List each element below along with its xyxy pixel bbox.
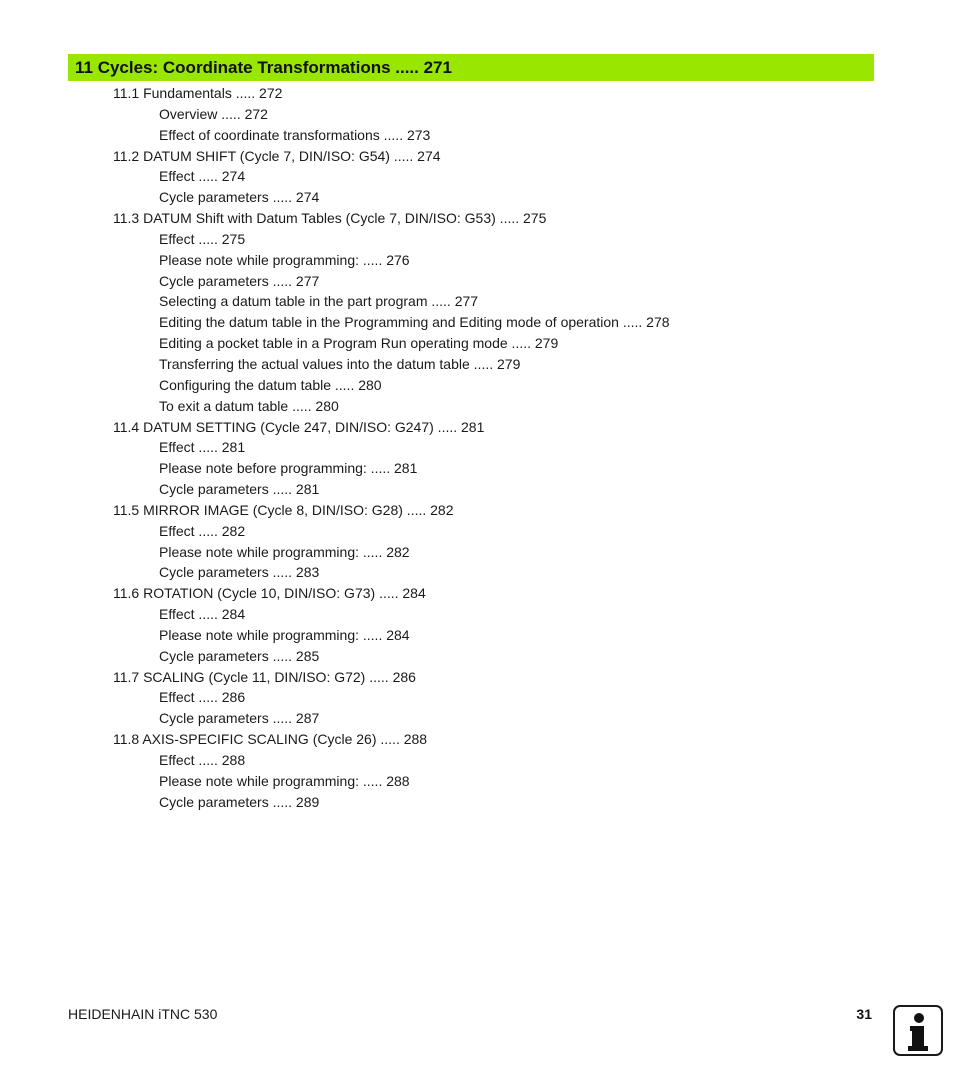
toc-section-entry[interactable]: 11.8 AXIS-SPECIFIC SCALING (Cycle 26) ..... 288 <box>113 731 428 748</box>
table-of-contents <box>0 83 954 813</box>
toc-subsection-entry[interactable]: Cycle parameters ..... 274 <box>159 189 320 206</box>
toc-subsection-entry[interactable]: Please note before programming: ..... 281 <box>159 460 418 477</box>
toc-subsection-entry[interactable]: Please note while programming: ..... 282 <box>159 543 410 560</box>
toc-subsection-entry[interactable]: Cycle parameters ..... 287 <box>159 710 320 727</box>
toc-subsection-entry[interactable]: Cycle parameters ..... 283 <box>159 564 320 581</box>
toc-section-entry[interactable]: 11.3 DATUM Shift with Datum Tables (Cycle 7, DIN/ISO: G53) ..... 275 <box>113 210 547 227</box>
chapter-heading-bar <box>68 54 874 81</box>
toc-section-entry[interactable]: 11.6 ROTATION (Cycle 10, DIN/ISO: G73) ..... 284 <box>113 585 426 602</box>
toc-subsection-entry[interactable]: Effect ..... 286 <box>159 689 246 706</box>
toc-subsection-entry[interactable]: Effect ..... 274 <box>159 168 246 185</box>
info-icon <box>893 1005 943 1056</box>
toc-subsection-entry[interactable]: Effect of coordinate transformations ..... 273 <box>159 126 431 143</box>
toc-subsection-entry[interactable]: Please note while programming: ..... 288 <box>159 772 410 789</box>
toc-section-entry[interactable]: 11.4 DATUM SETTING (Cycle 247, DIN/ISO: G247) ..... 281 <box>113 418 485 435</box>
toc-section-entry[interactable]: 11.5 MIRROR IMAGE (Cycle 8, DIN/ISO: G28) ..... 282 <box>113 501 454 518</box>
toc-subsection-entry[interactable]: Cycle parameters ..... 277 <box>159 272 320 289</box>
toc-subsection-entry[interactable]: Please note while programming: ..... 284 <box>159 626 410 643</box>
toc-subsection-entry[interactable]: Effect ..... 282 <box>159 522 246 539</box>
toc-section-entry[interactable]: 11.7 SCALING (Cycle 11, DIN/ISO: G72) ..... 286 <box>113 668 416 685</box>
toc-subsection-entry[interactable]: To exit a datum table ..... 280 <box>159 397 339 414</box>
toc-subsection-entry[interactable]: Selecting a datum table in the part program ..... 277 <box>159 293 479 310</box>
toc-subsection-entry[interactable]: Overview ..... 272 <box>159 105 268 122</box>
toc-subsection-entry[interactable]: Please note while programming: ..... 276 <box>159 251 410 268</box>
toc-subsection-entry[interactable]: Configuring the datum table ..... 280 <box>159 376 382 393</box>
toc-subsection-entry[interactable]: Editing the datum table in the Programming and Editing mode of operation ..... 278 <box>159 314 670 331</box>
toc-subsection-entry[interactable]: Transferring the actual values into the datum table ..... 279 <box>159 355 521 372</box>
footer-page-number: 31 <box>856 1006 872 1022</box>
chapter-title[interactable]: 11 Cycles: Coordinate Transformations ..... 271 <box>75 57 452 77</box>
toc-subsection-entry[interactable]: Effect ..... 281 <box>159 439 246 456</box>
toc-subsection-entry[interactable]: Effect ..... 284 <box>159 606 246 623</box>
toc-subsection-entry[interactable]: Cycle parameters ..... 289 <box>159 793 320 810</box>
footer-product-name: HEIDENHAIN iTNC 530 <box>68 1006 218 1022</box>
toc-subsection-entry[interactable]: Effect ..... 288 <box>159 752 246 768</box>
toc-subsection-entry[interactable]: Cycle parameters ..... 281 <box>159 481 320 498</box>
toc-subsection-entry[interactable]: Cycle parameters ..... 285 <box>159 647 320 664</box>
toc-subsection-entry[interactable]: Effect ..... 275 <box>159 230 246 247</box>
toc-section-entry[interactable]: 11.2 DATUM SHIFT (Cycle 7, DIN/ISO: G54) ..... 274 <box>113 147 441 164</box>
info-icon-glyph <box>895 1007 941 1054</box>
toc-section-entry[interactable]: 11.1 Fundamentals ..... 272 <box>113 85 283 101</box>
toc-subsection-entry[interactable]: Editing a pocket table in a Program Run operating mode ..... 279 <box>159 335 559 352</box>
